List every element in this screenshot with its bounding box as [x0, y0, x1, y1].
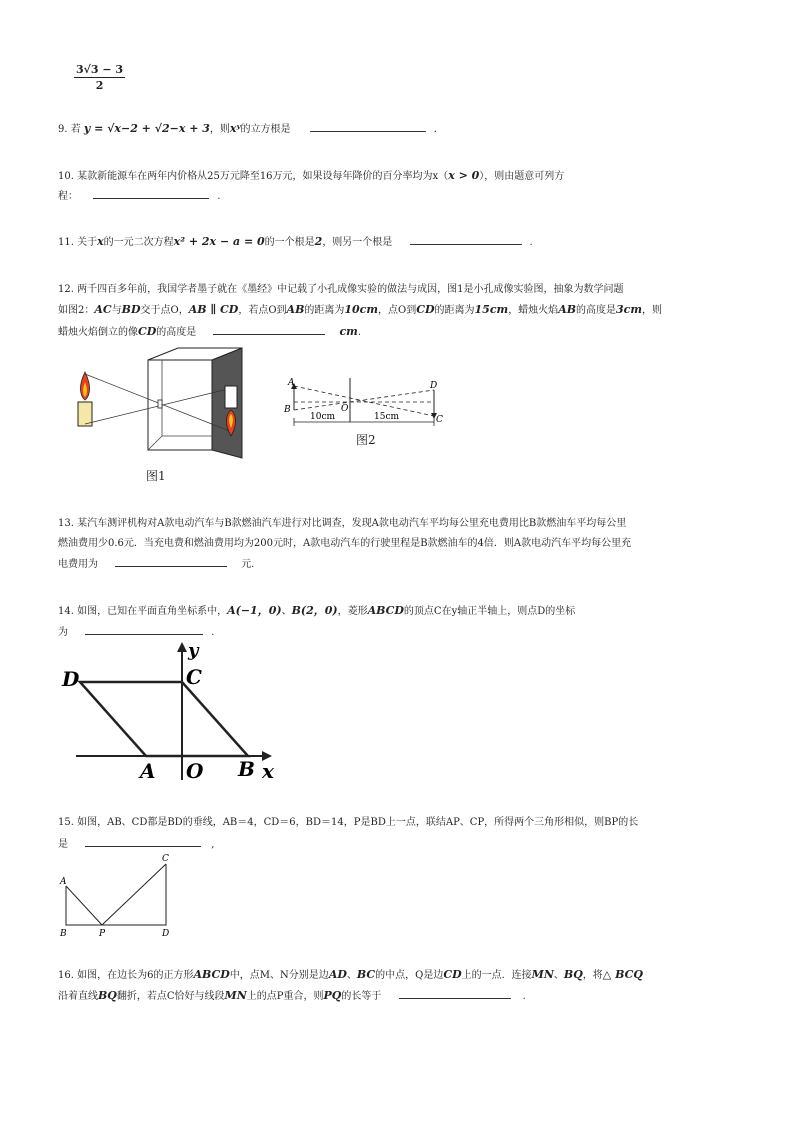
text: ），则由题意可列方: [479, 171, 565, 182]
text: 、: [553, 970, 564, 981]
text: 的距离为: [434, 305, 475, 316]
label-C: C: [436, 415, 443, 425]
math-expression: MN: [531, 968, 554, 981]
math-expression: CD: [416, 303, 435, 316]
label-C: C: [186, 665, 202, 689]
text: 与: [111, 305, 122, 316]
text: ，则: [642, 305, 663, 316]
text: 上的一点．连接: [461, 970, 532, 981]
candle-image: [225, 386, 237, 408]
question-13-line1: [58, 514, 626, 534]
label-D: D: [430, 381, 438, 391]
question-11: [58, 232, 533, 253]
figure-1-caption: 图1: [146, 469, 166, 483]
label-D: D: [162, 929, 170, 939]
math-expression: 15cm: [474, 303, 509, 316]
segment-PC: [102, 864, 166, 925]
segment-AP: [66, 886, 102, 925]
y-axis-arrow: [177, 642, 187, 652]
text: 的一个根是: [264, 237, 315, 248]
figure-q14-rhombus: [60, 638, 290, 788]
math-expression: B(2，0): [291, 604, 338, 617]
top-fraction: [74, 63, 125, 92]
math-expression: AC: [94, 303, 112, 316]
text: 沿着直线: [58, 991, 98, 1002]
text: 翻折，若点C恰好与线段: [116, 991, 225, 1002]
answer-blank[interactable]: [85, 622, 203, 635]
math-expression: BQ: [563, 968, 583, 981]
text: 、: [346, 970, 357, 981]
label-10cm: 10cm: [310, 412, 336, 422]
answer-blank[interactable]: [213, 322, 325, 335]
math-expression: 2: [314, 235, 323, 248]
question-number: 10.: [58, 171, 74, 182]
text: ，将: [582, 970, 603, 981]
text: 的长等于: [341, 991, 382, 1002]
question-15-line1: [58, 813, 638, 833]
answer-blank[interactable]: [93, 186, 209, 199]
question-number: 13.: [58, 518, 74, 529]
text: 燃油费用少0.6元．当充电费和燃油费用均为200元时，A款电动汽车的行驶里程是B款燃油车的4倍．则A款电动汽车平均每公里充: [58, 538, 632, 549]
question-16-line1: [58, 965, 643, 986]
label-O: O: [186, 759, 204, 783]
text: 若: [70, 124, 81, 135]
text: ，蜡烛火焰: [508, 305, 559, 316]
math-expression: x² + 2x − a = 0: [173, 235, 265, 248]
dashed-BD: [294, 390, 434, 410]
period: .: [529, 237, 533, 248]
question-number: 15.: [58, 817, 74, 828]
period: .: [211, 627, 215, 638]
text: 交于点O，: [140, 305, 189, 316]
math-expression: 3cm: [616, 303, 643, 316]
question-number: 16.: [58, 970, 74, 981]
answer-blank[interactable]: [399, 986, 511, 999]
answer-blank[interactable]: [115, 554, 227, 567]
text: 的立方根是: [240, 124, 291, 135]
question-14-line1: [58, 601, 575, 622]
text: 的高度是: [576, 305, 617, 316]
text: 为: [58, 627, 68, 638]
text: 上的点P重合，则: [246, 991, 324, 1002]
text: 的顶点C在y轴正半轴上，则点D的坐标: [403, 606, 576, 617]
label-D: D: [62, 667, 80, 691]
question-number: 14.: [58, 606, 74, 617]
text: 两千四百多年前，我国学者墨子就在《墨经》中记载了小孔成像实验的做法与成因，图1是小孔成像实验图，抽象为数学问题: [77, 284, 624, 295]
math-expression: MN: [224, 989, 247, 1002]
math-expression: CD: [443, 968, 462, 981]
math-expression: AD: [328, 968, 347, 981]
math-expression: BD: [121, 303, 141, 316]
question-number: 9.: [58, 124, 68, 135]
text: ，菱形: [337, 606, 368, 617]
rhombus-ABCD: [80, 682, 248, 756]
label-A: A: [140, 759, 156, 783]
text: 是: [58, 839, 68, 850]
label-C: C: [162, 854, 169, 864]
math-expression: x > 0: [448, 169, 480, 182]
figure-2-caption: 图2: [356, 433, 376, 447]
math-expression: ABCD: [367, 604, 404, 617]
text: 程：: [58, 191, 78, 202]
period: .: [522, 991, 526, 1002]
text: ，若点O到: [238, 305, 287, 316]
unit: cm: [339, 325, 358, 338]
text: 如图，AB、CD都是BD的垂线，AB＝4，CD＝6，BD＝14，P是BD上一点，联结AP、CP，所得两个三角形相似，则BP的长: [77, 817, 639, 828]
text: 的距离为: [304, 305, 345, 316]
label-B: B: [238, 757, 255, 781]
figure-2-similar-triangles: [282, 374, 452, 452]
question-9: [58, 119, 437, 140]
text: 如图，在边长为6的正方形: [77, 970, 194, 981]
label-15cm: 15cm: [374, 412, 400, 422]
math-expression: ABCD: [193, 968, 230, 981]
label-P: P: [99, 929, 106, 939]
figure-1-pinhole-camera: [70, 340, 250, 490]
text: ，点O到: [378, 305, 417, 316]
text: 蜡烛火焰倒立的像: [58, 327, 138, 338]
question-16-line2: [58, 986, 526, 1007]
label-O: O: [341, 404, 349, 414]
answer-blank[interactable]: [310, 119, 426, 132]
shape-ABPDC: [66, 864, 166, 925]
question-12-line2: [58, 300, 662, 321]
text: 某汽车测评机构对A款电动汽车与B款燃油汽车进行对比调查，发现A款电动汽车平均每公里充电费用比B款燃油车平均每公里: [77, 518, 627, 529]
label-B: B: [60, 929, 67, 939]
candle-left: [78, 402, 92, 426]
math-expression: x: [97, 235, 104, 248]
question-13-line3: [58, 554, 254, 575]
text: 、: [281, 606, 292, 617]
label-A: A: [60, 877, 67, 887]
period: ,: [211, 839, 215, 850]
math-expression: AB: [286, 303, 305, 316]
label-A: A: [288, 378, 295, 388]
math-expression: BQ: [98, 989, 117, 1002]
figure-q15: [56, 850, 186, 942]
math-expression: y = √x−2 + √2−x + 3: [83, 122, 210, 135]
period: .: [217, 191, 221, 202]
text: 电费用为: [58, 559, 98, 570]
text: 某款新能源车在两年内价格从25万元降至16万元，如果设每年降价的百分率均为x（: [77, 171, 449, 182]
math-expression: △ BCQ: [602, 968, 643, 981]
text: 中，点M、N分别是边: [229, 970, 329, 981]
question-10: [58, 166, 564, 187]
text: 的一元二次方程: [103, 237, 174, 248]
question-number: 12.: [58, 284, 74, 295]
question-12-line1: [58, 280, 623, 300]
math-expression: AB: [558, 303, 577, 316]
answer-blank[interactable]: [410, 232, 522, 245]
unit: 元.: [241, 559, 255, 570]
question-13-line2: [58, 534, 631, 554]
text: 的高度是: [156, 327, 197, 338]
question-10-line2: [58, 186, 220, 207]
math-expression: A(−1，0): [227, 604, 282, 617]
math-expression: BC: [356, 968, 376, 981]
text: 的中点，Q是边: [375, 970, 444, 981]
label-B: B: [284, 405, 291, 415]
text: 如图2：: [58, 305, 95, 316]
question-number: 11.: [58, 237, 74, 248]
label-y: y: [188, 640, 199, 661]
answer-blank[interactable]: [85, 834, 201, 847]
text: 关于: [77, 237, 98, 248]
period: .: [433, 124, 437, 135]
math-expression: 10cm: [344, 303, 379, 316]
text: ，则另一个根是: [322, 237, 393, 248]
math-expression: CD: [138, 325, 157, 338]
fraction-denominator: 2: [95, 79, 104, 92]
text: ，则: [209, 124, 230, 135]
math-expression: PQ: [323, 989, 342, 1002]
math-expression: AB ∥ CD: [188, 303, 239, 316]
fraction-numerator: 3√3 − 3: [76, 63, 124, 76]
label-x: x: [262, 759, 274, 783]
pinhole: [158, 400, 162, 408]
period: .: [357, 327, 362, 338]
math-expression: xʸ: [229, 122, 241, 135]
text: 如图，已知在平面直角坐标系中，: [77, 606, 228, 617]
